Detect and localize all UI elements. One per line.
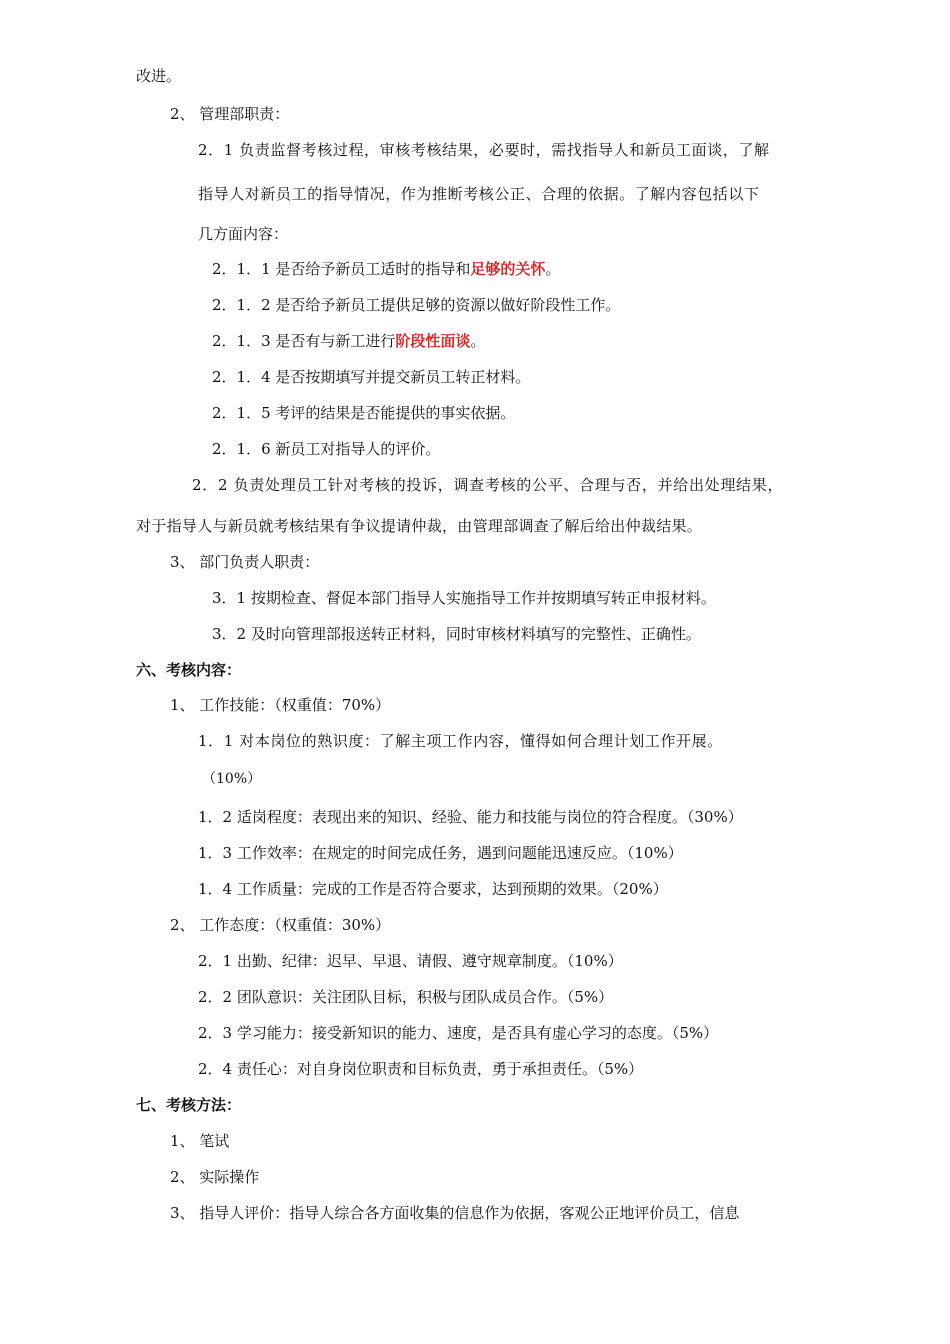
highlighted-text: 阶段性面谈 [395,332,471,350]
list-item: 2．3 学习能力：接受新知识的能力、速度，是否具有虚心学习的态度。（5%） [198,1024,719,1042]
text-line: 指导人对新员工的指导情况，作为推断考核公正、合理的依据。了解内容包括以下 [198,185,760,203]
list-item: 3．1 按期检查、督促本部门指导人实施指导工作并按期填写转正申报材料。 [212,589,716,607]
text-line: 几方面内容： [198,225,289,243]
list-item [212,259,560,279]
list-item [212,331,485,351]
list-item: 3．2 及时向管理部报送转正材料，同时审核材料填写的完整性、正确性。 [212,625,701,643]
text-line: 2．2 负责处理员工针对考核的投诉，调查考核的公平、合理与否，并给出处理结果， [192,476,784,494]
section-heading-management: 2、 管理部职责： [170,105,290,123]
highlighted-text: 足够的关怀 [470,260,546,278]
text-line: 改进。 [136,67,182,85]
list-item: 2．1．2 是否给予新员工提供足够的资源以做好阶段性工作。 [212,296,621,314]
text-line: 对于指导人与新员就考核结果有争议提请仲裁，由管理部调查了解后给出仲裁结果。 [136,517,703,535]
list-item: 1、 笔试 [170,1132,230,1150]
list-item: 2、 实际操作 [170,1168,260,1186]
list-item: 2．2 团队意识：关注团队目标，积极与团队成员合作。（5%） [198,988,614,1006]
list-item: 1．3 工作效率：在规定的时间完成任务，遇到问题能迅速反应。（10%） [198,844,683,862]
list-item: （10%） [202,771,262,787]
list-item: 2．1．5 考评的结果是否能提供的事实依据。 [212,404,516,422]
section-heading-department: 3、 部门负责人职责： [170,553,320,571]
list-item: 1．4 工作质量：完成的工作是否符合要求，达到预期的效果。（20%） [198,880,668,898]
chapter-heading-method: 七、考核方法： [136,1096,242,1114]
list-item: 2．1．6 新员工对指导人的评价。 [212,440,441,458]
chapter-heading-content: 六、考核内容： [136,661,242,679]
list-item-text: 。 [545,260,561,278]
list-item: 2．1 出勤、纪律：迟早、早退、请假、遵守规章制度。（10%） [198,952,623,970]
list-item: 1．2 适岗程度：表现出来的知识、经验、能力和技能与岗位的符合程度。（30%） [198,808,743,826]
list-item: 3、 指导人评价：指导人综合各方面收集的信息作为依据，客观公正地评价员工，信息 [170,1204,740,1222]
list-item-text: 。 [470,332,486,350]
list-item-text: 2．1．1 是否给予新员工适时的指导和 [212,260,471,278]
list-item-text: 2．1．3 是否有与新工进行 [212,332,396,350]
list-item: 2．1．4 是否按期填写并提交新员工转正材料。 [212,368,531,386]
text-line: 2．1 负责监督考核过程，审核考核结果，必要时，需找指导人和新员工面谈，了解 [198,141,770,159]
section-heading-attitude: 2、 工作态度：（权重值：30%） [170,916,391,934]
list-item: 2．4 责任心：对自身岗位职责和目标负责，勇于承担责任。（5%） [198,1060,644,1078]
list-item: 1．1 对本岗位的熟识度：了解主项工作内容，懂得如何合理计划工作开展。 [198,732,723,750]
section-heading-skills: 1、 工作技能：（权重值：70%） [170,696,391,714]
